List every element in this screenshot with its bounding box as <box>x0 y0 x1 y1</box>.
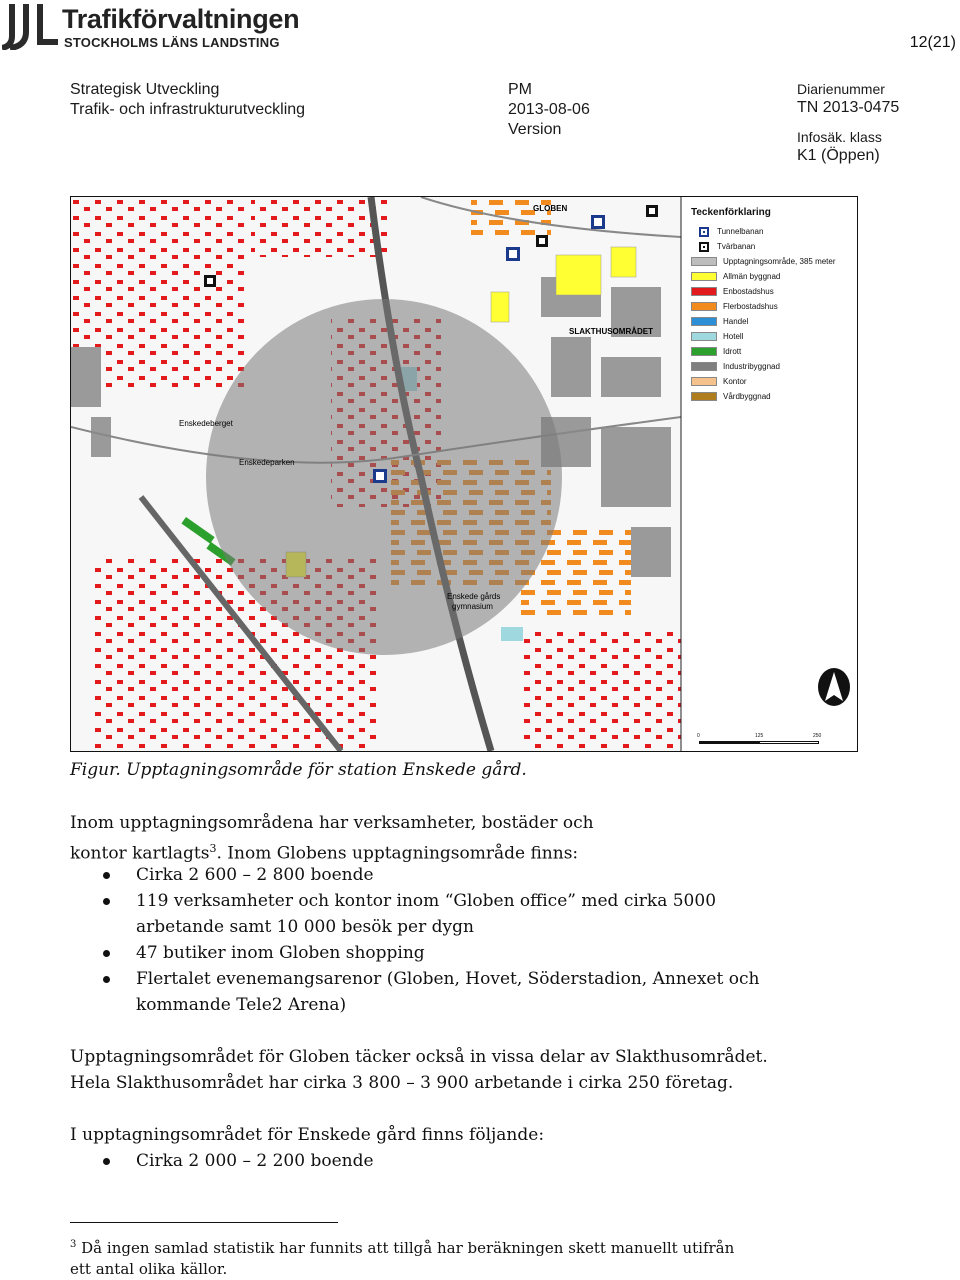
department-line: Trafik- och infrastrukturutveckling <box>70 101 306 118</box>
map-label-enskedeberget: Enskedeberget <box>179 419 233 428</box>
legend-list <box>691 224 851 404</box>
intro-text: . Inom Globens upptagningsområde finns: <box>216 843 579 864</box>
globen-bullet-list <box>70 862 759 1018</box>
legend-label: Idrott <box>723 347 742 356</box>
list-item-line: arbetande samt 10 000 besök per dygn <box>136 917 474 937</box>
legend-swatch <box>691 362 717 371</box>
north-arrow-icon <box>817 667 851 707</box>
map-label-gymnasium: Enskede gårds <box>447 592 501 601</box>
legend-title: Teckenförklaring <box>691 207 771 218</box>
legend-item <box>691 329 851 344</box>
figure-caption: Figur. Upptagningsområde för station Enskede gård. <box>70 760 527 780</box>
legend-item <box>691 359 851 374</box>
station-marker <box>373 469 387 483</box>
legend-label: Handel <box>723 317 749 326</box>
classification-value: K1 (Öppen) <box>797 147 880 164</box>
scale-label: 125 <box>755 733 764 739</box>
header-department <box>70 80 305 120</box>
legend-swatch <box>691 332 717 341</box>
catchment-map <box>70 196 858 752</box>
legend-swatch <box>691 257 717 266</box>
tram-icon <box>699 242 709 252</box>
legend-swatch <box>691 347 717 356</box>
legend-item <box>691 344 851 359</box>
list-item <box>70 966 759 1018</box>
footnote-ref: 3 <box>209 842 217 855</box>
bullet-icon <box>103 872 110 879</box>
station-marker <box>591 215 605 229</box>
legend-swatch <box>691 272 717 281</box>
header-doc-info <box>508 80 590 140</box>
legend-item <box>691 314 851 329</box>
map-label-slakthusomradet: SLAKTHUSOMRÅDET <box>569 327 653 336</box>
intro-text: kontor kartlagts <box>70 843 210 864</box>
doc-type: PM <box>508 81 532 98</box>
legend-item <box>691 269 851 284</box>
legend-item <box>691 284 851 299</box>
department-line: Strategisk Utveckling <box>70 81 220 98</box>
org-name: Trafikförvaltningen <box>62 4 300 34</box>
footnote-text: Då ingen samlad statistik har funnits att tillgå har beräkningen skett manuellt utifrån <box>81 1239 735 1257</box>
list-item-line: 47 butiker inom Globen shopping <box>136 943 425 963</box>
legend-label: Enbostadshus <box>723 287 774 296</box>
map-label-globen: GLOBEN <box>533 204 568 213</box>
list-item <box>70 888 759 940</box>
logo <box>2 2 60 50</box>
header-registry <box>797 80 899 166</box>
legend-item <box>691 389 851 404</box>
tram-marker <box>204 275 216 287</box>
legend-item <box>691 224 851 239</box>
footnote-line: ett antal olika källor. <box>70 1260 228 1278</box>
legend-label: Upptagningsområde, 385 meter <box>723 257 836 266</box>
tram-marker <box>536 235 548 247</box>
logo-mark-icon <box>2 2 60 50</box>
intro-line: Inom upptagningsområdena har verksamheter, bostäder och <box>70 813 594 833</box>
legend-swatch <box>691 377 717 386</box>
station-marker <box>506 247 520 261</box>
registry-label: Diarienummer <box>797 81 885 97</box>
legend-label: Hotell <box>723 332 744 341</box>
hotel-area <box>501 627 523 641</box>
page-number: 12(21) <box>909 34 956 51</box>
list-item-line: 119 verksamheter och kontor inom “Globen office” med cirka 5000 <box>136 891 717 911</box>
legend-item <box>691 254 851 269</box>
apartment-area <box>471 197 551 237</box>
slakthus-paragraph <box>70 1044 768 1096</box>
slakthus-line: Hela Slakthusområdet har cirka 3 800 – 3 900 arbetande i cirka 250 företag. <box>70 1073 734 1093</box>
registry-number: TN 2013-0475 <box>797 99 900 116</box>
list-item-line: kommande Tele2 Arena) <box>136 995 347 1015</box>
list-item-line: Cirka 2 600 – 2 800 boende <box>136 865 374 885</box>
legend-label: Tunnelbanan <box>717 227 764 236</box>
bullet-icon <box>103 1158 110 1165</box>
scale-label: 250 <box>813 733 822 739</box>
doc-version: Version <box>508 121 562 138</box>
list-item <box>70 862 759 888</box>
legend-label: Allmän byggnad <box>723 272 781 281</box>
house-area <box>521 627 681 751</box>
scale-bar <box>697 733 822 747</box>
legend-label: Flerbostadshus <box>723 302 778 311</box>
legend-item <box>691 299 851 314</box>
bullet-icon <box>103 898 110 905</box>
legend-swatch <box>691 317 717 326</box>
legend-swatch <box>691 392 717 401</box>
doc-date: 2013-08-06 <box>508 101 590 118</box>
legend-swatch <box>691 302 717 311</box>
metro-icon <box>699 227 709 237</box>
legend-item <box>691 239 851 254</box>
legend-label: Tvärbanan <box>717 242 756 251</box>
enskede-intro: I upptagningsområdet för Enskede gård finns följande: <box>70 1125 545 1145</box>
map-legend <box>691 207 851 404</box>
legend-label: Industribyggnad <box>723 362 780 371</box>
enskede-bullet-list <box>70 1148 374 1174</box>
list-item <box>70 1148 374 1174</box>
footnote-divider <box>70 1222 338 1223</box>
legend-label: Vårdbyggnad <box>723 392 771 401</box>
map-label-enskedeparken: Enskedeparken <box>239 458 295 467</box>
list-item-line: Flertalet evenemangsarenor (Globen, Hovet, Söderstadion, Annexet och <box>136 969 760 989</box>
list-item-line: Cirka 2 000 – 2 200 boende <box>136 1151 374 1171</box>
legend-swatch <box>691 287 717 296</box>
map-label-gymnasium: gymnasium <box>452 602 493 611</box>
scale-label: 0 <box>697 733 700 739</box>
legend-item <box>691 374 851 389</box>
intro-paragraph <box>70 810 594 867</box>
bullet-icon <box>103 976 110 983</box>
org-subtitle: STOCKHOLMS LÄNS LANDSTING <box>64 35 280 50</box>
footnote-marker: 3 <box>70 1239 77 1250</box>
classification-label: Infosäk. klass <box>797 129 882 145</box>
bullet-icon <box>103 950 110 957</box>
tram-marker <box>646 205 658 217</box>
list-item <box>70 940 759 966</box>
legend-label: Kontor <box>723 377 747 386</box>
footnote-line <box>70 1234 810 1259</box>
slakthus-line: Upptagningsområdet för Globen täcker också in vissa delar av Slakthusområdet. <box>70 1047 768 1067</box>
footnote <box>70 1234 810 1280</box>
